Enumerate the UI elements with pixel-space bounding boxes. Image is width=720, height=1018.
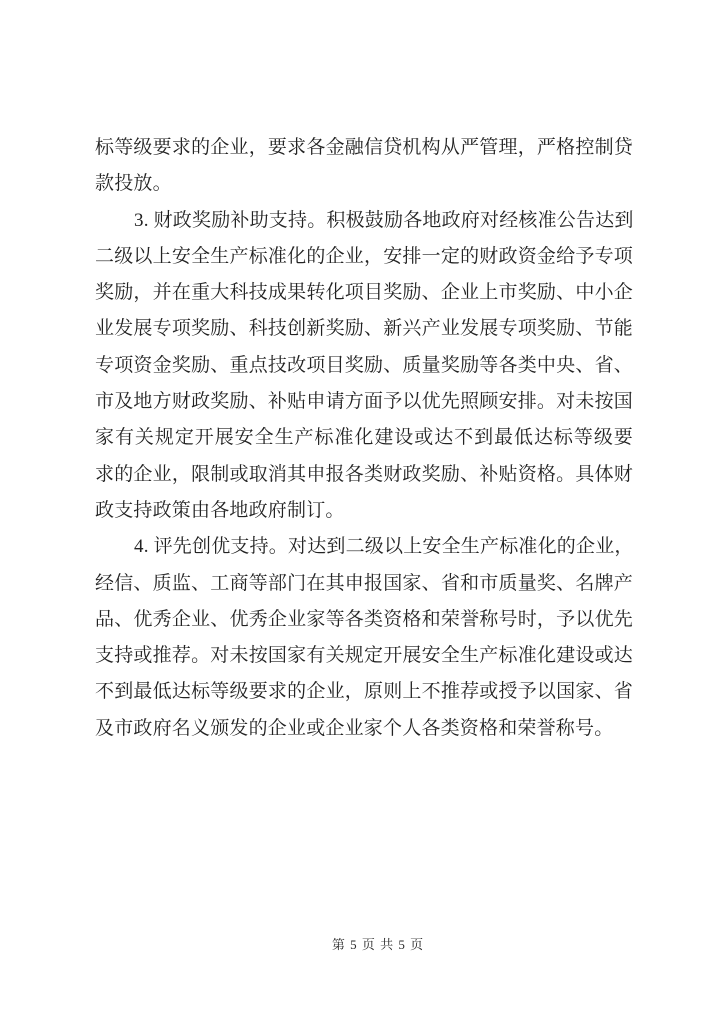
text-line: 标等级要求的企业，要求各金融信贷机构从严管理，严格控制贷 xyxy=(95,137,633,158)
text-line: 支持或推荐。对未按国家有关规定开展安全生产标准化建设或达 xyxy=(95,645,633,667)
text-line: 4. 评先创优支持。对达到二级以上安全生产标准化的企业， xyxy=(134,536,634,558)
text-line: 款投放。 xyxy=(95,173,172,195)
text-line: 二级以上安全生产标准化的企业，安排一定的财政资金给予专项 xyxy=(95,245,633,267)
text-line: 及市政府名义颁发的企业或企业家个人各类资格和荣誉称号。 xyxy=(95,717,614,739)
text-line: 政支持政策由各地政府制订。 xyxy=(95,499,345,521)
page-number-footer: 第 5 页 共 5 页 xyxy=(331,937,425,952)
text-line: 经信、质监、工商等部门在其申报国家、省和市质量奖、名牌产 xyxy=(95,572,633,594)
text-line: 3. 财政奖励补助支持。积极鼓励各地政府对经核准公告达到 xyxy=(134,209,634,231)
text-line: 家有关规定开展安全生产标准化建设或达不到最低达标等级要 xyxy=(95,427,633,449)
text-line: 业发展专项奖励、科技创新奖励、新兴产业发展专项奖励、节能 xyxy=(95,318,633,340)
text-line: 求的企业，限制或取消其申报各类财政奖励、补贴资格。具体财 xyxy=(95,463,633,485)
document-body xyxy=(95,130,633,747)
para-credit-control-continuation xyxy=(95,130,633,203)
para-3-fiscal-reward-subsidy-support xyxy=(95,203,633,530)
text-line: 不到最低达标等级要求的企业，原则上不推荐或授予以国家、省 xyxy=(95,681,633,703)
para-4-excellence-selection-support xyxy=(95,529,633,747)
text-line: 奖励，并在重大科技成果转化项目奖励、企业上市奖励、中小企 xyxy=(95,282,633,304)
text-line: 市及地方财政奖励、补贴申请方面予以优先照顾安排。对未按国 xyxy=(95,391,633,413)
text-line: 品、优秀企业、优秀企业家等各类资格和荣誉称号时，予以优先 xyxy=(95,608,633,630)
text-line: 专项资金奖励、重点技改项目奖励、质量奖励等各类中央、省、 xyxy=(95,354,633,376)
